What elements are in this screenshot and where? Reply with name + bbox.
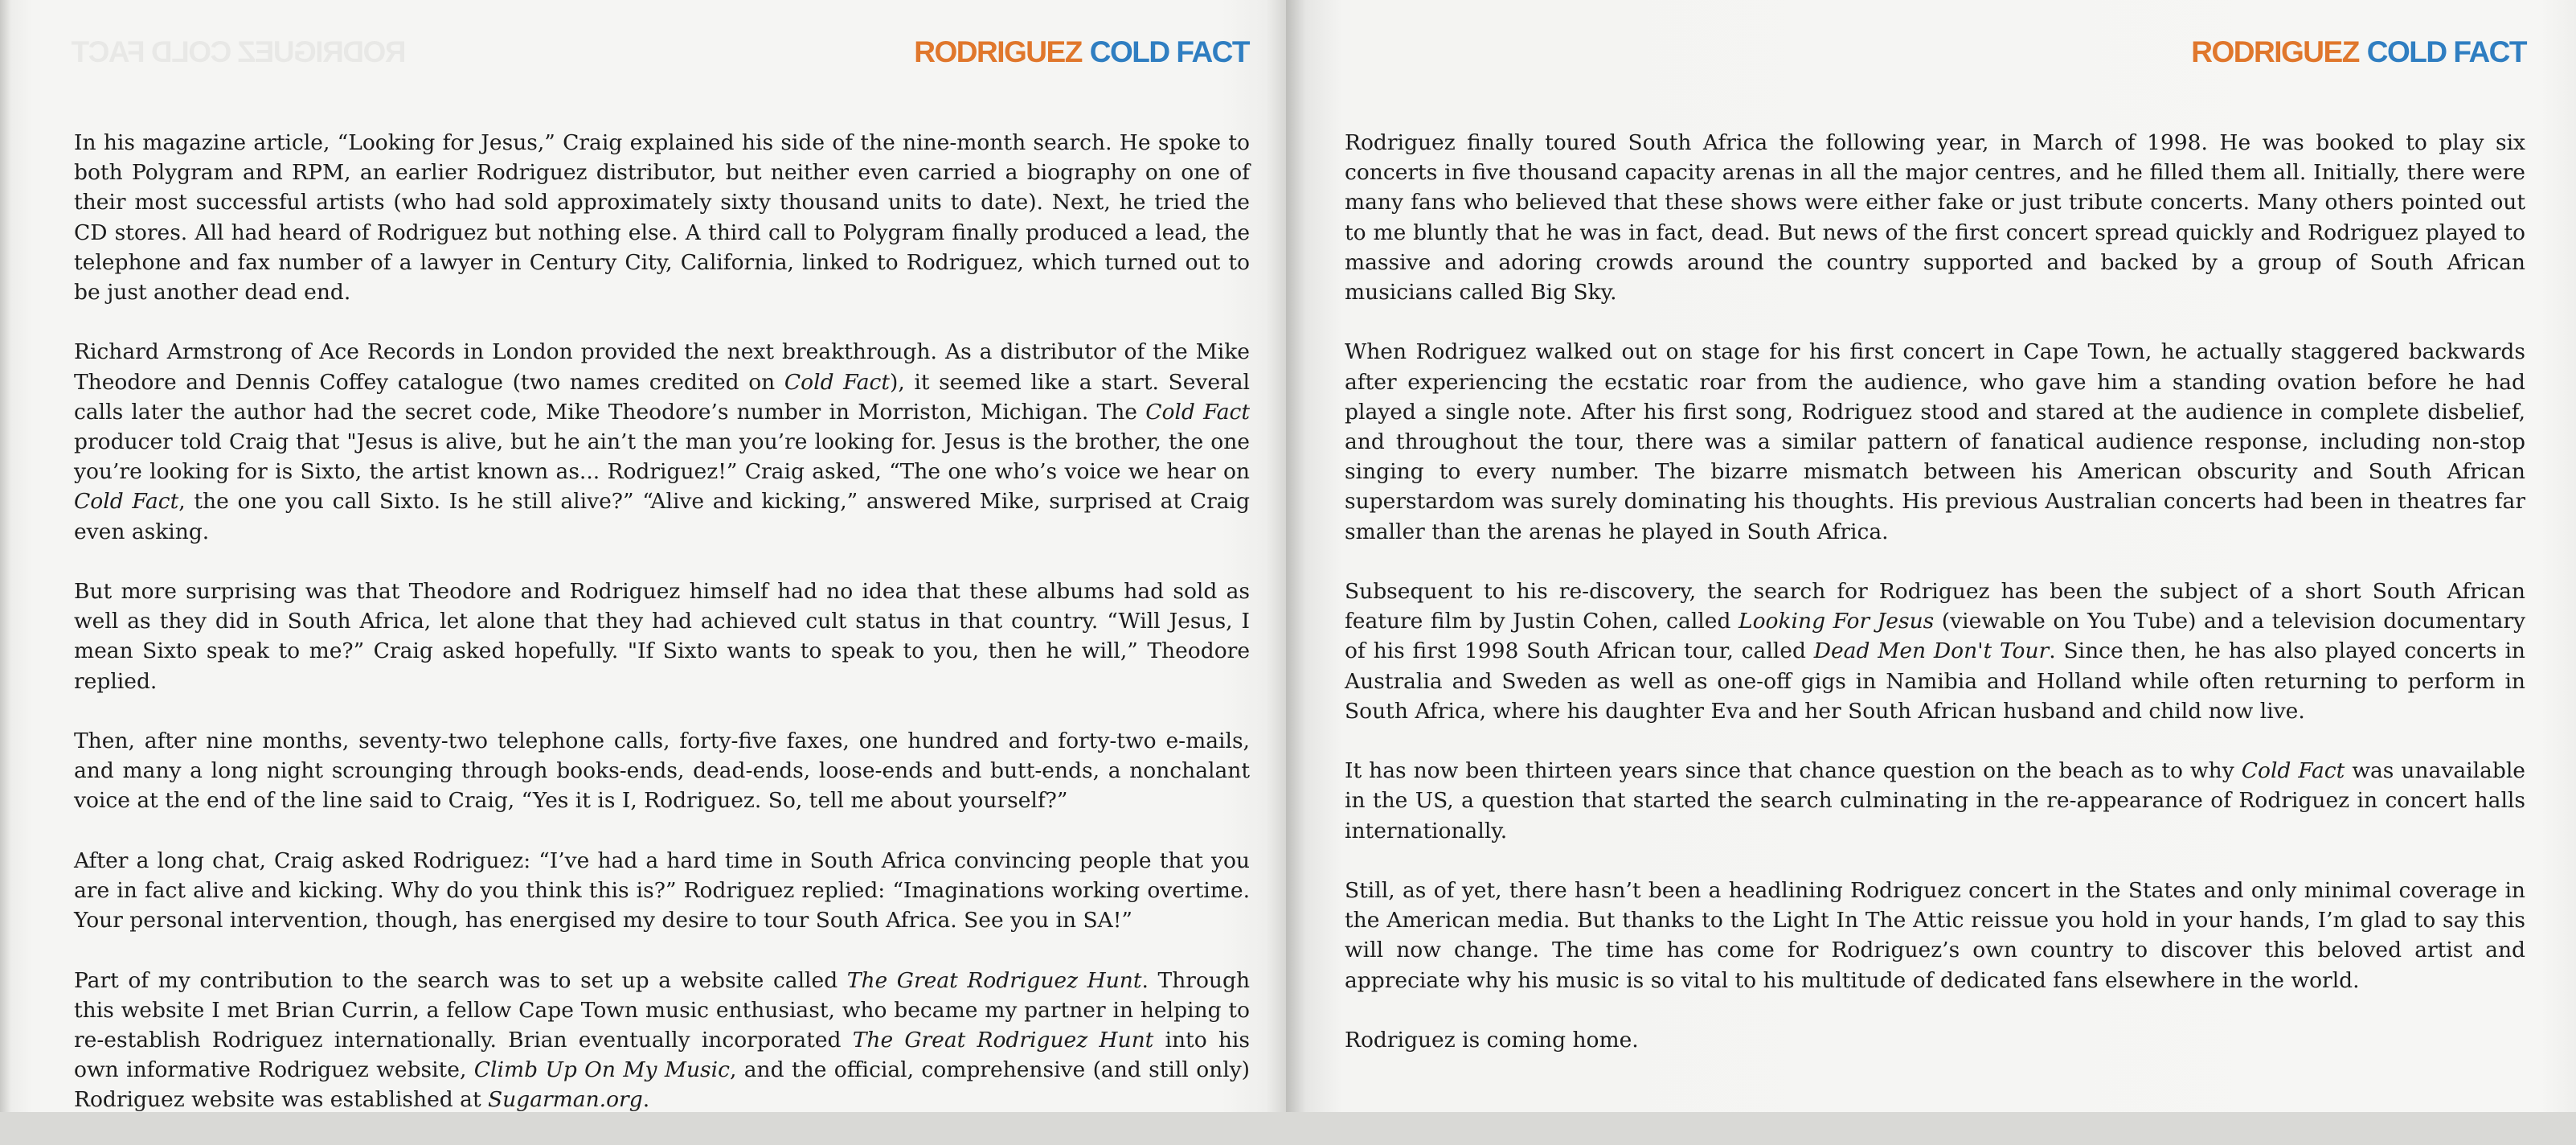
italic-title: Climb Up On My Music	[473, 1057, 730, 1083]
right-page-body	[1345, 128, 2525, 1085]
right-page	[1286, 0, 2576, 1112]
text-run: .	[642, 1087, 650, 1113]
body-paragraph	[1345, 128, 2525, 307]
text-run: producer told Craig that "Jesus is alive, but he ain’t the man you’re looking for. Jesus is the brother, the one you’re looking for is Sixto, the artist known as... Rodriguez!” Craig asked, “The one who’s voice we hear on	[74, 429, 1250, 485]
right-page-header	[2191, 35, 2526, 69]
text-run: into his own informative Rodriguez website,	[74, 1028, 1251, 1083]
italic-title: The Great Rodriguez Hunt	[846, 967, 1142, 993]
body-paragraph	[74, 966, 1250, 1115]
italic-title: The Great Rodriguez Hunt	[852, 1028, 1154, 1053]
body-paragraph	[74, 577, 1250, 696]
text-run: (viewable on You Tube) and a television documentary of his first 1998 South African tour, called	[1345, 609, 2525, 664]
italic-title: Cold Fact	[784, 369, 891, 395]
text-run: Then, after nine months, seventy-two telephone calls, forty-five faxes, one hundred and forty-two e-mails, and many a long night scrounging through books-ends, dead-ends, loose-ends and butt-ends, a nonchalant voice at the end of the line said to Craig, “Yes it is I, Rodriguez. So, tell me about yourself?”	[74, 728, 1250, 814]
text-run: ), it seemed like a start. Several calls later the author had the secret code, Mike Theodore’s number in Morriston, Michigan. The	[74, 369, 1250, 425]
text-run: Still, as of yet, there hasn’t been a headlining Rodriguez concert in the States and only minimal coverage in the American media. But thanks to the Light In The Attic reissue you hold in your hands, I’m glad to say this will now change. The time has come for Rodriguez’s own country to discover this beloved artist and appreciate why his music is so vital to his multitude of dedicated fans elsewhere in the world.	[1345, 878, 2525, 993]
text-run: Subsequent to his re-discovery, the search for Rodriguez has been the subject of a short South African feature film by Justin Cohen, called	[1345, 579, 2525, 634]
text-run: Part of my contribution to the search was to set up a website called	[74, 967, 847, 993]
text-run: , and the official, comprehensive (and still only) Rodriguez website was established at	[74, 1057, 1250, 1113]
text-run: , the one you call Sixto. Is he still alive?” “Alive and kicking,” answered Mike, surprised at Craig even asking.	[74, 489, 1250, 544]
body-paragraph	[1345, 1025, 2525, 1055]
body-paragraph	[1345, 577, 2525, 726]
left-page-header	[914, 35, 1249, 69]
text-run: It has now been thirteen years since that chance question on the beach as to why	[1345, 758, 2242, 784]
body-paragraph	[74, 337, 1250, 546]
italic-title: Sugarman.org	[488, 1087, 643, 1113]
text-run: . Since then, he has also played concerts in Australia and Sweden as well as one-off gigs in Namibia and Holland while often returning to perform in South Africa, where his daughter Eva and her South African husband and child now live.	[1345, 638, 2526, 724]
italic-title: Looking For Jesus	[1738, 609, 1935, 634]
text-run: Rodriguez finally toured South Africa the following year, in March of 1998. He was booked to play six concerts in five thousand capacity arenas in all the major centres, and he filled them all. Initially, there were many fans who believed that these shows were either fake or just tribute concerts. Many others pointed out to me bluntly that he was in fact, dead. But news of the first concert spread quickly and Rodriguez played to massive and adoring crowds around the country supported and backed by a group of South African musicians called Big Sky.	[1345, 130, 2525, 306]
italic-title: Cold Fact	[2241, 758, 2345, 784]
text-run: was unavailable in the US, a question that started the search culminating in the re-appearance of Rodriguez in concert halls internationally.	[1345, 758, 2525, 843]
text-run: When Rodriguez walked out on stage for his first concert in Cape Town, he actually staggered backwards after experiencing the ecstatic roar from the audience, who gave him a standing ovation before he had played a single note. After his first song, Rodriguez stood and stared at the audience in complete disbelief, and throughout the tour, there was a similar pattern of fanatical audience response, including non-stop singing to every number. The bizarre mismatch between his American obscurity and South African superstardom was surely dominating his thoughts. His previous Australian concerts had been in theatres far smaller than the arenas he played in South Africa.	[1345, 339, 2525, 544]
text-run: In his magazine article, “Looking for Jesus,” Craig explained his side of the nine-month search. He spoke to both Polygram and RPM, an earlier Rodriguez distributor, but neither even carried a biography on one of their most successful artists (who had sold approximately sixty thousand units to date). Next, he tried the CD stores. All had heard of Rodriguez but nothing else. A third call to Polygram finally produced a lead, the telephone and fax number of a lawyer in Century City, California, linked to Rodriguez, which turned out to be just another dead end.	[74, 130, 1250, 306]
show-through-header	[72, 35, 406, 69]
text-run: . Through this website I met Brian Currin, a fellow Cape Town music enthusiast, who became my partner in helping to re-establish Rodriguez internationally. Brian eventually incorporated	[74, 967, 1251, 1053]
text-run: Richard Armstrong of Ace Records in London provided the next breakthrough. As a distributor of the Mike Theodore and Dennis Coffey catalogue (two names credited on	[74, 339, 1250, 395]
italic-title: Cold Fact	[1145, 399, 1250, 425]
italic-title: Dead Men Don't Tour	[1813, 638, 2050, 664]
text-run: After a long chat, Craig asked Rodriguez: “I’ve had a hard time in South Africa convincing people that you are in fact alive and kicking. Why do you think this is?” Rodriguez replied: “Imaginations working overtime. Your personal intervention, though, has energised my desire to tour South Africa. See you in SA!”	[74, 847, 1250, 934]
body-paragraph	[74, 846, 1250, 936]
body-paragraph	[1345, 337, 2525, 546]
header-artist: RODRIGUEZ	[2191, 35, 2359, 68]
body-paragraph	[1345, 756, 2525, 846]
show-through-album: COLD FACT	[72, 35, 232, 68]
left-page-body	[74, 128, 1250, 1145]
show-through-artist: RODRIGUEZ	[238, 35, 407, 68]
italic-title: Cold Fact	[74, 489, 179, 515]
header-album: COLD FACT	[1089, 35, 1249, 68]
left-page	[0, 0, 1286, 1112]
body-paragraph	[74, 726, 1250, 816]
text-run: But more surprising was that Theodore and Rodriguez himself had no idea that these albums had sold as well as they did in South Africa, let alone that they had achieved cult status in that country. “Will Jesus, I mean Sixto speak to me?” Craig asked hopefully. "If Sixto wants to speak to you, then he will,” Theodore replied.	[74, 579, 1250, 694]
header-artist: RODRIGUEZ	[914, 35, 1082, 68]
text-run: Rodriguez is coming home.	[1345, 1028, 1639, 1053]
body-paragraph	[74, 128, 1250, 307]
body-paragraph	[1345, 876, 2525, 995]
header-album: COLD FACT	[2366, 35, 2526, 68]
